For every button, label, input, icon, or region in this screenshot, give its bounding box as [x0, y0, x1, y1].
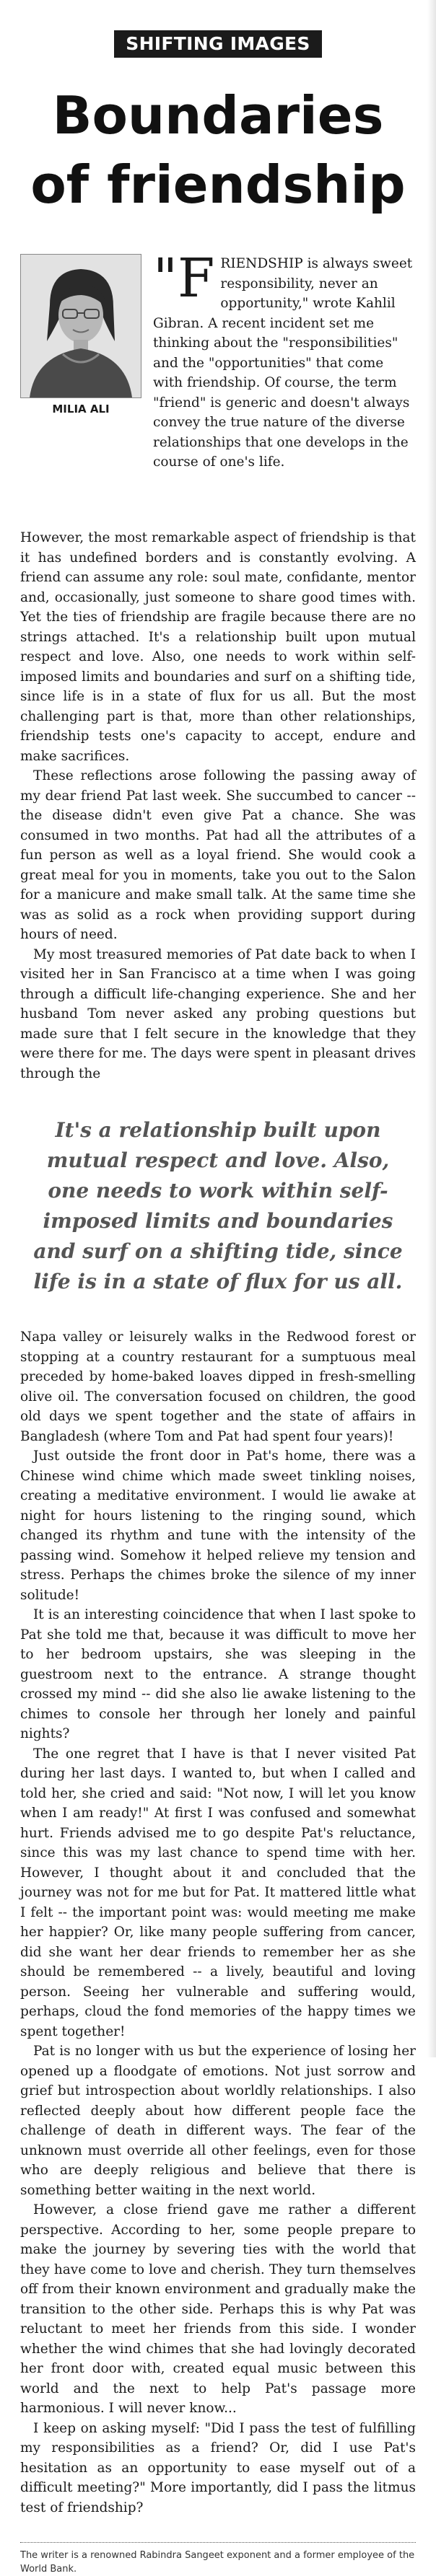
- author-footnote: The writer is a renowned Rabindra Sangeet exponent and a former employee of the World Bank.: [20, 2550, 415, 2575]
- author-photo: [20, 254, 141, 398]
- author-portrait-icon: [21, 255, 141, 397]
- author-box: [20, 254, 141, 416]
- body-paragraph: Just outside the front door in Pat's home, there was a Chinese wind chime which made sweet tinkling noises, creating a meditative environment. I would lie awake at night for hours listening to the ringing sound, which changed its rhythm and tune with the intensity of the passing wind. Somehow it helped relieve my tension and stress. Perhaps the chimes broke the silence of my inner solitude!: [20, 1449, 416, 1603]
- author-name: MILIA ALI: [52, 403, 110, 416]
- body-paragraph: The one regret that I have is that I never visited Pat during her last days. I wanted to, but when I called and told her, she cried and said: "Not now, I will let you know when I am ready!" At first I was confused and somewhat hurt. Friends advised me to go despite Pat's reluctance, since this was my last chance to spend time with her. However, I thought about it and concluded that the journey was not for me but for Pat. It mattered little what I felt -- the important point was: would meeting me make her happier? Or, like many people suffering from cancer, did she want her dear friends to remember her as she should be remembered -- a lively, beautiful and loving person. Seeing her vulnerable and suffering would, perhaps, cloud the fond memories of the happy times we spent together!: [20, 1746, 416, 2039]
- lead-block: [20, 247, 416, 528]
- pull-quote: It's a relationship built upon mutual respect and love. Also, one needs to work within self-imposed limits and boundaries and surf on a shifting tide, since life is in a state of flux for us all.: [33, 1118, 403, 1293]
- body-paragraph: However, a close friend gave me rather a different perspective. According to her, some people prepare to make the journey by severing ties with the world that they have come to love and cherish. They turn themselves off from their known environment and gradually make the transition to the other side. Perhaps this is why Pat was reluctant to meet her friends from this side. I wonder whether the wind chimes that she had lovingly decorated her front door with, created equal music between this world and the next to help Pat's passage more harmonious. I will never know...: [20, 2202, 416, 2416]
- lead-text: RIENDSHIP is always sweet responsibility, never an opportunity," wrote Kahlil Gibran. A recent incident set me thinking about the "responsibilities" and the "opportunities" that come with friendship. Of course, the term "friend" is generic and doesn't always convey the true nature of the diverse relationships that one develops in the course of one's life.: [153, 256, 413, 470]
- body-paragraph: It is an interesting coincidence that when I last spoke to Pat she told me that, because it was difficult to move her to her bedroom upstairs, she was sleeping in the guestroom next to the entrance. A strange thought crossed my mind -- did she also lie awake listening to the chimes to console her through her lonely and painful nights?: [20, 1607, 416, 1741]
- body-paragraph: I keep on asking myself: "Did I pass the test of fulfilling my responsibilities as a friend? Or, did I use Pat's hesitation as an opportunity to ease myself out of a difficult meeting?" More importantly, did I pass the litmus test of friendship?: [20, 2420, 416, 2515]
- footer-divider: [20, 2542, 416, 2543]
- article-body-part1: [20, 528, 416, 1083]
- body-paragraph: However, the most remarkable aspect of friendship is that it has undefined borders and is constantly evolving. A friend can assume any role: soul mate, confidante, mentor and, occasionally, just someone to share good times with. Yet the ties of friendship are fragile because there are no strings attached. It's a relationship built upon mutual respect and love. Also, one needs to work within self-imposed limits and boundaries and surf on a shifting tide, since life is in a state of flux for us all. But the most challenging part is that, more than other relationships, friendship tests one's capacity to accept, endure and make sacrifices.: [20, 530, 416, 764]
- body-paragraph: Pat is no longer with us but the experience of losing her opened up a floodgate of emotions. Not just sorrow and grief but introspection about worldly relationships. I also reflected deeply about how different people face the challenge of death in different ways. The fear of the unknown must override all other feelings, even for those who are deeply religious and believe that there is something better waiting in the next world.: [20, 2044, 416, 2198]
- article-body-part2: [20, 1327, 416, 2518]
- body-paragraph: Napa valley or leisurely walks in the Redwood forest or stopping at a country restaurant for a sumptuous meal preceded by home-baked loaves dipped in fresh-smelling olive oil. The conversation focused on children, the good old days we spent together and the state of affairs in Bangladesh (where Tom and Pat had spent four years)!: [20, 1329, 416, 1444]
- body-paragraph: These reflections arose following the passing away of my dear friend Pat last week. She succumbed to cancer -- the disease didn't even give Pat a chance. She was consumed in two months. Pat had all the attributes of a fun person as well as a loyal friend. She would cook a great meal for you in moments, take you out to the Salon for a manicure and make small talk. At the same time she was as solid as a rock when providing support during hours of need.: [20, 768, 416, 942]
- drop-cap: "F: [153, 247, 215, 309]
- article-title: Boundaries of friendship: [30, 85, 406, 215]
- article-header: [20, 0, 416, 219]
- body-paragraph: My most treasured memories of Pat date back to when I visited her in San Francisco at a time when I was going through a difficult life-changing experience. She and her husband Tom never asked any probing questions but made sure that I felt secure in the knowledge that they were there for me. The days were spent in pleasant drives through the: [20, 946, 416, 1081]
- section-tag: SHIFTING IMAGES: [114, 30, 321, 58]
- page-edge-shadow: [427, 0, 436, 2057]
